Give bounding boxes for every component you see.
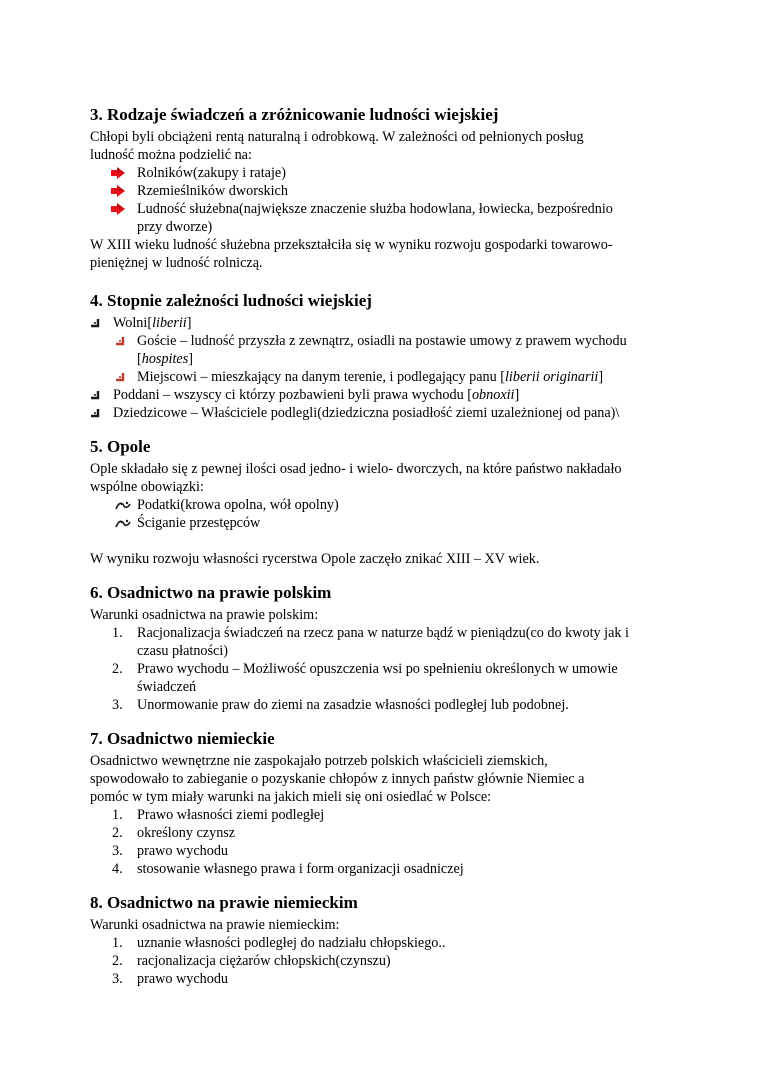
list-item-text: Rolników(zakupy i rataje): [137, 165, 286, 181]
wolni-label: Wolni[: [113, 315, 153, 331]
list-item: [90, 860, 680, 878]
list-number: 2.: [112, 825, 123, 841]
poddani-close: ]: [514, 387, 520, 403]
list-item: [90, 164, 680, 182]
goscie-term: hospites: [141, 351, 189, 367]
spacer: [90, 532, 680, 550]
list-item: [90, 970, 680, 988]
list-item-text: Unormowanie praw do ziemi na zasadzie własności podległej lub podobnej.: [137, 697, 569, 713]
list-item-text: prawo wychodu: [137, 843, 229, 859]
section-5-intro-line-1: Ople składało się z pewnej ilości osad jedno- i wielo- dworczych, na które państwo nakładało: [90, 461, 622, 477]
list-item-text: Podatki(krowa opolna, wół opolny): [137, 497, 339, 513]
list-item-text: racjonalizacja ciężarów chłopskich(czynszu): [137, 953, 391, 969]
section-5-outro: W wyniku rozwoju własności rycerstwa Opole zaczęło znikać XIII – XV wiek.: [90, 551, 540, 567]
miejscowi-close: ]: [598, 369, 604, 385]
section-5-heading: 5. Opole: [90, 437, 151, 456]
list-item-dziedzicowe: [90, 404, 680, 422]
list-item: [90, 824, 680, 842]
poddani-text: Poddani – wszyscy ci którzy pozbawieni byli prawa wychodu [: [113, 387, 472, 403]
section-3-outro-line-1: W XIII wieku ludność służebna przekształciła się w wyniku rozwoju gospodarki towarowo-: [90, 237, 613, 253]
section-3-outro-line-2: pieniężnej w ludność rolniczą.: [90, 255, 263, 271]
section-4-list: [90, 314, 680, 422]
section-3-list: [90, 164, 680, 236]
list-item-text-line-1: Prawo wychodu – Możliwość opuszczenia wsi po spełnieniu określonych w umowie: [137, 661, 618, 677]
corner-bullet-icon: [90, 318, 101, 329]
section-3: [90, 104, 680, 272]
list-number: 2.: [112, 661, 123, 677]
list-item: [90, 934, 680, 952]
spacer: [90, 272, 680, 290]
section-5-intro-line-2: wspólne obowiązki:: [90, 479, 204, 495]
document-page: [90, 104, 680, 988]
section-6-heading: 6. Osadnictwo na prawie polskim: [90, 583, 332, 602]
section-3-heading: 3. Rodzaje świadczeń a zróżnicowanie ludności wiejskiej: [90, 105, 499, 124]
section-3-intro-line-1: Chłopi byli obciążeni rentą naturalną i odrobkową. W zależności od pełnionych posług: [90, 129, 584, 145]
spacer: [90, 878, 680, 892]
corner-sub-bullet-icon: [115, 372, 126, 383]
list-number: 3.: [112, 843, 123, 859]
list-item-text: Rzemieślników dworskich: [137, 183, 288, 199]
list-number: 1.: [112, 935, 123, 951]
fleuron-bullet-icon: [115, 518, 131, 529]
list-number: 1.: [112, 807, 123, 823]
list-item: [90, 806, 680, 824]
list-item: [90, 496, 680, 514]
corner-bullet-icon: [90, 390, 101, 401]
section-7-intro-line-2: spowodowało to zabieganie o pozyskanie chłopów z innych państw głównie Niemiec a: [90, 771, 585, 787]
list-item-text: Ściganie przestępców: [137, 515, 261, 531]
corner-sub-bullet-icon: [115, 336, 126, 347]
list-item: [90, 514, 680, 532]
list-item-text-line-1: Ludność służebna(największe znaczenie służba hodowlana, łowiecka, bezpośrednio: [137, 201, 613, 217]
list-item-text-line-1: Racjonalizacja świadczeń na rzecz pana w naturze bądź w pieniądzu(co do kwoty jak i: [137, 625, 629, 641]
list-item: [90, 624, 680, 660]
spacer: [90, 422, 680, 436]
section-7: [90, 728, 680, 878]
list-item-text: stosowanie własnego prawa i form organizacji osadniczej: [137, 861, 464, 877]
list-item-goscie: [90, 332, 680, 368]
goscie-text: Goście – ludność przyszła z zewnątrz, osiadli na postawie umowy z prawem wychodu: [137, 333, 627, 349]
spacer: [90, 568, 680, 582]
list-item: [90, 660, 680, 696]
section-5-list: [90, 496, 680, 532]
miejscowi-term: liberii originarii: [504, 369, 599, 385]
list-item-text-line-2: czasu płatności): [137, 643, 228, 659]
list-item-text: prawo wychodu: [137, 971, 229, 987]
section-5: [90, 436, 680, 568]
section-6: [90, 582, 680, 714]
list-item: [90, 952, 680, 970]
list-number: 1.: [112, 625, 123, 641]
section-7-list: [90, 806, 680, 878]
spacer: [90, 714, 680, 728]
section-8: [90, 892, 680, 988]
goscie-close: ]: [188, 351, 193, 367]
list-number: 2.: [112, 953, 123, 969]
section-4: [90, 290, 680, 422]
section-7-intro-line-3: pomóc w tym miały warunki na jakich mieli się oni osiedlać w Polsce:: [90, 789, 492, 805]
poddani-term: obnoxii: [471, 387, 515, 403]
corner-bullet-icon: [90, 408, 101, 419]
miejscowi-text: Miejscowi – mieszkający na danym terenie, i podlegający panu [: [137, 369, 505, 385]
list-item: [90, 842, 680, 860]
section-8-intro: Warunki osadnictwa na prawie niemieckim:: [90, 917, 340, 933]
list-number: 4.: [112, 861, 123, 877]
section-8-list: [90, 934, 680, 988]
section-8-heading: 8. Osadnictwo na prawie niemieckim: [90, 893, 358, 912]
list-item-wolni: [90, 314, 680, 332]
section-4-heading: 4. Stopnie zależności ludności wiejskiej: [90, 291, 372, 310]
list-item: [90, 200, 680, 236]
fleuron-bullet-icon: [115, 500, 131, 511]
list-item-text: uznanie własności podległej do nadziału chłopskiego..: [137, 935, 446, 951]
section-7-heading: 7. Osadnictwo niemieckie: [90, 729, 275, 748]
list-item-text-line-2: przy dworze): [137, 219, 213, 235]
list-item-text: określony czynsz: [137, 825, 236, 841]
red-arrow-bullet-icon: [111, 167, 125, 179]
section-6-list: [90, 624, 680, 714]
wolni-close: ]: [186, 315, 192, 331]
list-item: [90, 182, 680, 200]
list-item-text-line-2: świadczeń: [137, 679, 197, 695]
section-3-intro-line-2: ludność można podzielić na:: [90, 147, 252, 163]
list-number: 3.: [112, 971, 123, 987]
red-arrow-bullet-icon: [111, 185, 125, 197]
red-arrow-bullet-icon: [111, 203, 125, 215]
list-item-text: Prawo własności ziemi podległej: [137, 807, 325, 823]
list-number: 3.: [112, 697, 123, 713]
list-item: [90, 696, 680, 714]
goscie-open: [: [137, 351, 142, 367]
section-7-intro-line-1: Osadnictwo wewnętrzne nie zaspokajało potrzeb polskich właścicieli ziemskich,: [90, 753, 548, 769]
list-item-poddani: [90, 386, 680, 404]
wolni-term: liberii: [152, 315, 187, 331]
dziedzicowe-text: Dziedzicowe – Właściciele podlegli(dziedziczna posiadłość ziemi uzależnionej od pana)\: [113, 405, 620, 421]
list-item-miejscowi: [90, 368, 680, 386]
section-6-intro: Warunki osadnictwa na prawie polskim:: [90, 607, 319, 623]
